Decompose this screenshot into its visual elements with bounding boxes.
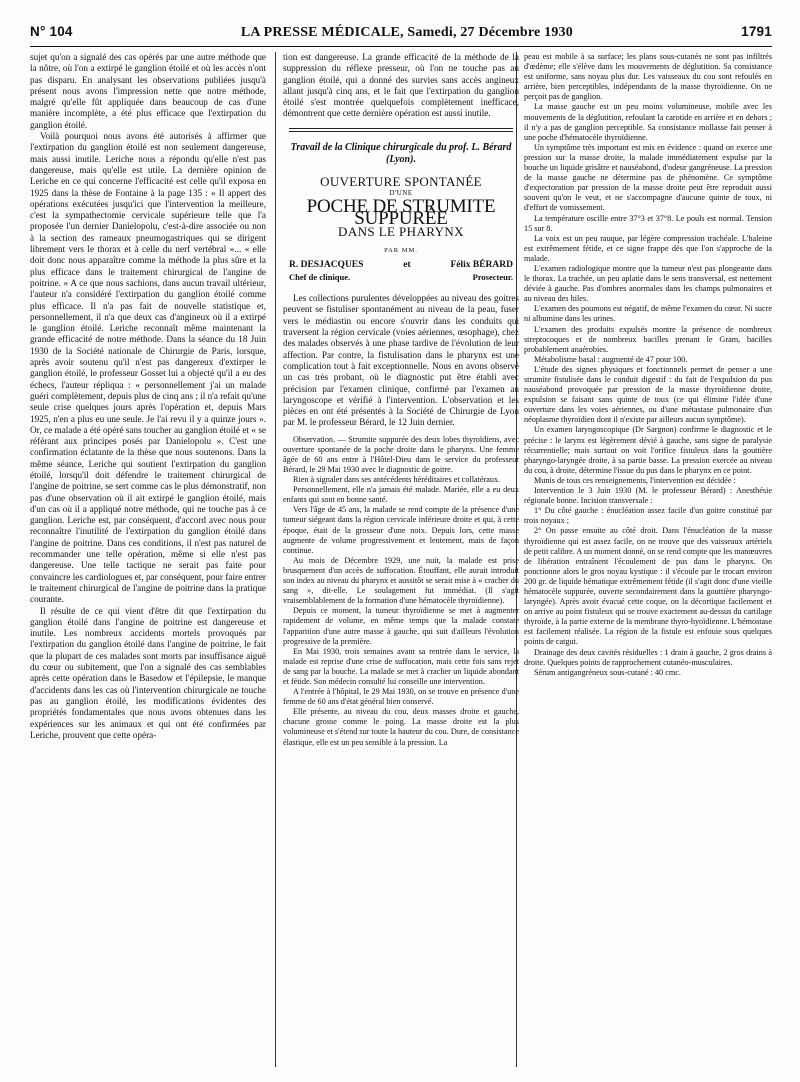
page-number: 1791 — [741, 24, 772, 39]
paragraph: Voilà pourquoi nous avons été autorisés à affirmer que l'extirpation du ganglion étoilé est non seulement dangereuse, mais aussi inutile. Leriche nous a répondu qu'elle n'est pas dangereuse, mais qu'elle est utile. La dernière opinion de Leriche en ce qui concerne l'efficacité est celle qu'il exposa en 1925 dans la thèse de Fontaine à la page 135 : « Il appert des opérations exécutées jusqu'ici que l'intervention la meilleure, c'est la sympathectomie cervicale supérieure telle que l'a proposée l'un dernier Danielopolu, c'est-à-dire associée ou non à la section des rameaux pneumogastriques qui se dirigent librement vers le thorax et à celle du nerf vertébral »... « elle doit donc nous apparaître comme la méthode la plus sûre et la plus efficace dans le traitement chirurgical de l'angine de poitrine. » A ce que nous sachions, dans aucun travail ultérieur, l'auteur n'a considéré l'extirpation du ganglion étoilé comme plus efficace. Il n'a pas fait de nouvelle statistique et, personnellement, il n'a que deux cas d'angineux où il a extirpé le ganglion étoilé. Leriche reconnaît même maintenant la grande efficacité de notre méthode. Dans la séance du 18 Juin 1930 de la Société nationale de Chirurgie de Paris, lorsque, après avoir soutenu qu'il n'est pas dangereux d'extirper le ganglion étoilé, le professeur Gosset lui a objecté qu'il a eu des échecs, l'auteur répliqua : « personnellement j'ai un malade guéri complètement, depuis plus de cinq ans ; il n'a refait qu'une seule crise quelques jours après l'opération et, depuis Mars 1925, n'en a plus eu une seule. Je l'ai revu il y a quinze jours ». Or, ce malade a été opéré sans toucher au ganglion étoilé et « se référant aux principes posés par Danielopolu ». C'est une confirmation éclatante de la thèse que nous soutenons. Dans la même séance, Leriche qui soutient l'extirpation du ganglion étoilé, lorsqu'il doit défendre le traitement chirurgical de l'angine de poitrine, se sert comme cas le plus démonstratif, non pas d'une observation où il ait extirpé le ganglion étoilé, mais d'un cas où il a appliqué notre méthode, qui ne touche pas à ce ganglion. Leriche est, par conséquent, d'accord avec nous pour reconnaître l'inutilité de l'extirpation du ganglion étoilé dans l'angine de poitrine. Dans ces conditions, il n'est pas naturel de recommander une telle opération, même si elle n'est pas dangereuse. Une telle tactique ne serait pas faite pour convaincre les cardiologues et, par conséquent, pour faire entrer le traitement chirurgical de l'angine de poitrine dans la pratique courante. — [30, 131, 266, 605]
author-roles — [289, 272, 513, 283]
paragraph: 1° Du côté gauche : énucléation assez facile d'un goitre constitué par trois noyaux ; — [524, 506, 772, 526]
paragraph: En Mai 1930, trois semaines avant sa rentrée dans le service, la malade est reprise d'une crise de suffocation, mais cette fois sans rejet de sang par la bouche. La malade se met à cracher un liquide abondant et fétide. Son médecin consulté lui conseille une intervention. — [283, 646, 519, 686]
paragraph: Elle présente, au niveau du cou, deux masses droite et gauche, chacune grosse comme le poing. La masse droite est la plus volumineuse et s'étend sur toute la hauteur du cou. Dure, de consistance élastique, elle est un peu sensible à la pression. La — [283, 707, 519, 747]
journal-title: LA PRESSE MÉDICALE, Samedi, 27 Décembre 1930 — [240, 25, 573, 40]
author-name: Félix BÉRARD — [450, 259, 513, 270]
paragraph: La température oscille entre 37°3 et 37°8. Le pouls est normal. Tension 15 sur 8. — [524, 213, 772, 233]
column-3 — [524, 52, 772, 1072]
author-role: Prosecteur. — [472, 271, 513, 282]
authors — [289, 260, 513, 271]
clinic-credit: Travail de la Clinique chirurgicale du prof. L. Bérard (Lyon). — [290, 141, 512, 165]
paragraph: Vers l'âge de 45 ans, la malade se rend compte de la présence d'une tumeur siégeant dans la région cervicale inférieure droite et qui, à cette époque, était de la grosseur d'une noix. Depuis lors, cette masse augmente de volume progressivement et lentement, mais de façon continue. — [283, 505, 519, 555]
paragraph: Drainage des deux cavités résiduelles : 1 drain à gauche, 2 gros drains à droite. Quelques points de rapprochement cutanéo-musculaires. — [524, 647, 772, 667]
author-role: Chef de clinique. — [289, 271, 351, 282]
article-heading — [283, 142, 519, 257]
paragraph: Métabolisme basal : augmenté de 47 pour 100. — [534, 354, 688, 364]
paragraph: Un examen laryngoscopique (Dr Sargnon) confirme le diagnostic et le précise : le larynx est légèrement dévié à gauche, sans signe de paralysie récurrentielle; mais surtout on voit l'orifice fistuleux dans la gouttière pharyngo-laryngée droite, à sa partie basse. La pression exercée au niveau du cou, à droite, détermine l'issue du pus dans le pharynx en ce point. — [524, 425, 772, 475]
paragraph: L'examen radiologique montre que la tumeur n'est pas plongeante dans le thorax. La trachée, un peu aplatie dans le sens transversal, est nettement déviée à gauche. Pas d'ombres anormales dans les champs pulmonaires et au niveau des hiles. — [524, 263, 772, 304]
column-1 — [30, 52, 266, 1072]
byline-par: PAR MM. — [384, 247, 418, 255]
paragraph: La masse gauche est un peu moins volumineuse, mobile avec les mouvements de la déglutition, refoulant la carotide en arrière et en dehors ; il n'y a pas de ganglion perceptible. Sa consistance mollasse fait penser à une poche d'hématocèle thyroïdienne. — [524, 102, 772, 142]
header-rule — [30, 46, 772, 47]
column-2 — [283, 52, 519, 1072]
paragraph: Observation. — Strumite suppurée des deux lobes thyroïdiens, avec ouverture spontanée de la poche droite dans le pharynx. Une femme âgée de 60 ans entre à l'Hôtel-Dieu dans le service du professeur Bérard, le 29 Mai 1930 avec le diagnostic de goitre. — [283, 434, 519, 474]
paragraph: Les collections purulentes développées au niveau des goitres peuvent se fistuliser spontanément au niveau de la peau, fuser vers le médiastin ou encore s'ouvrir dans les conduits qui traversent la région cervicale (voies aériennes, œsophage), chez des malades observés à une phase tardive de l'évolution de leur affection. Par contre, la fistulisation dans le pharynx est une complication tout à fait exceptionnelle. Nous en avons observé un cas très probant, où le diagnostic put être établi avec précision par l'examen clinique, confirmé par l'examen au laryngoscope et vérifié à l'intervention. L'observation et les pièces en ont été présentés à la Société de Chirurgie de Lyon par M. le professeur Bérard, le 12 Juin dernier. — [283, 293, 519, 428]
section-rule — [289, 128, 513, 129]
article-title-line3: DANS LE PHARYNX — [338, 223, 464, 239]
article-title-line1: OUVERTURE SPONTANÉE — [320, 173, 482, 189]
paragraph: Munis de tous ces renseignements, l'intervention est décidée : — [534, 475, 736, 485]
paragraph: L'examen des poumons est négatif, de même l'examen du cœur. Ni sucre ni albumine dans les urines. — [524, 304, 772, 324]
article-title-connector: D'UNE — [389, 189, 413, 198]
author-conjunction: et — [403, 259, 411, 270]
observation-block — [283, 435, 519, 748]
running-header — [30, 24, 772, 44]
paragraph: Personnellement, elle n'a jamais été malade. Mariée, elle a eu deux enfants qui sont en bonne santé. — [283, 485, 519, 505]
paragraph: peau est mobile à sa surface; les plans sous-cutanés ne sont pas infiltrés d'œdème; elle s'élève dans les mouvements de déglutition. Sa consistance est uniforme, sans noyau plus dur. Les vaisseaux du cou sont refoulés en arrière, bien perceptibles, indépendants de la masse thyroïdienne. On ne perçoit pas de ganglion. — [524, 52, 772, 102]
paragraph: Depuis ce moment, la tumeur thyroïdienne se met à augmenter rapidement de volume, en même temps que la malade constate l'apparition d'une autre masse à gauche, qui suit d'ailleurs l'évolution progressive de la première. — [283, 606, 519, 646]
section-rule — [289, 131, 513, 132]
paragraph: A l'entrée à l'hôpital, le 29 Mai 1930, on se trouve en présence d'une femme de 60 ans d'état général bien conservé. — [283, 687, 519, 707]
paragraph: Sérum antigangréneux sous-cutané : 40 cmc. — [534, 667, 681, 677]
paragraph: La voix est un peu rauque, par légère compression trachéale. L'haleine est extrêmement fétide, et ce signe frappe dès que l'on s'approche de la malade. — [524, 233, 772, 263]
issue-number: N° 104 — [30, 24, 73, 39]
article-title-main: POCHE DE STRUMITE SUPPURÉE — [306, 196, 496, 229]
paragraph: tion est dangereuse. La grande efficacité de la méthode de la suppression du réflexe presseur, où l'on ne touche pas au ganglion étoilé, qui a donné des survies sans accès angineux allant jusqu'à cinq ans, et le fait que l'extirpation du ganglion étoilé s'est montrée quelquefois complètement inefficace, démontrent que cette dernière opération est aussi inutile. — [283, 52, 519, 119]
paragraph: L'étude des signes physiques et fonctionnels permet de penser a une strumite fistulisée dans le conduit digestif : du fait de l'expulsion du pus nauséabond provoquée par pression de la masse thyroïdienne droite, expulsion se faisant sans quinte de toux (ce qui élimine l'idée d'une ouverture dans les voies aériennes, ou d'une métastase pulmonaire d'un néoplasme thyroïdien dont il n'existe par ailleurs aucun symptôme). — [524, 364, 772, 425]
column-divider — [275, 52, 276, 1067]
paragraph: Rien à signaler dans ses antécédents héréditaires et collatéraux. — [293, 475, 501, 485]
paragraph: Un symptôme très important est mis en évidence : quand on exerce une pression sur la masse droite, la malade immédiatement expulse par la bouche un liquide grisâtre et nauséabond, d'odeur gangréneuse. La pression de la masse gauche ne détermine pas de phénomène. Ce symptôme d'expectoration par pression de la masse droite peut être reproduit aussi souvent qu'on le veut, et ne s'accompagne d'aucune quinte de toux, ni d'effort de vomissement. — [524, 142, 772, 213]
paragraph: Au mois de Décembre 1929, une nuit, la malade est prise brusquement d'un accès de suffocation. Étouffant, elle aurait introduit son index au niveau du pharynx et aussitôt se serait mise à « cracher du sang », dit-elle. Le soulagement fut immédiat. (Il s'agit vraisemblablement de la formation d'une hématocèle thyroïdienne). — [283, 555, 519, 606]
author-name: R. DESJACQUES — [289, 259, 364, 270]
paragraph: Intervention le 3 Juin 1930 (M. le professeur Bérard) : Anesthésie régionale bonne. Incision transversale : — [524, 486, 772, 506]
paragraph: L'examen des produits expulsés montre la présence de nombreux streptocoques et de nombreux bacilles prenant le Gram, bacilles probablement anaérobies. — [524, 324, 772, 354]
paragraph: Il résulte de ce qui vient d'être dit que l'extirpation du ganglion étoilé dans l'angine de poitrine est dangereuse et inutile. Les nombreux accidents mortels provoqués par l'extirpation du ganglion étoilé dans l'angine de poitrine, le fait que la plupart de ces malades sont morts par insuffisance aiguë du cœur ou subitement, que l'on a signalé des cas semblables après cette opération dans le Basedow et l'épilepsie, le manque d'accidents dans les cas où l'intervention chirurgicale ne touche pas au ganglion étoilé, les modifications évidentes des propriétés fondamentales que nous avons obtenues dans les expériences sur les animaux et qui ont été confirmées par Leriche, prouvent que cette opéra- — [30, 605, 266, 740]
paragraph: 2° On passe ensuite au côté droit. Dans l'énucléation de la masse thyroïdienne qui est assez facile, on ne trouve que des vaisseaux artériels de petit calibre. A un moment donné, on se rend compte que les manœuvres de libération entraînent l'écoulement de pus dans le pharynx. On ponctionne alors le gros noyau kystique : il s'écoule par le trocart environ 200 gr. de liquide hématique extrêmement fétide (il s'agit donc d'une vieille hématocèle suppurée, ouverte secondairement dans la gouttière pharyngo-laryngée). Après avoir évacué cette coque, on la décortique facilement et on arrive au point fistuleux qui se trouve exactement au-dessus du cartilage thyroïde, à la partie externe de la membrane thyro-hyoïdienne. L'hémostase est facilement réalisée. La région de la fistule est enfouie sous quelques points de catgut. — [524, 526, 772, 647]
paragraph: sujet qu'on a signalé des cas opérés par une autre méthode que la nôtre, où l'on a extirpé le ganglion étoilé et où les accès n'ont pas disparu. En analysant les observations publiées jusqu'à présent nous avons l'impression nette que notre méthode, malgré qu'elle fût appliquée dans beaucoup de cas d'une manière incomplète, a été plus efficace que l'extirpation du ganglion étoilé. — [30, 52, 266, 130]
